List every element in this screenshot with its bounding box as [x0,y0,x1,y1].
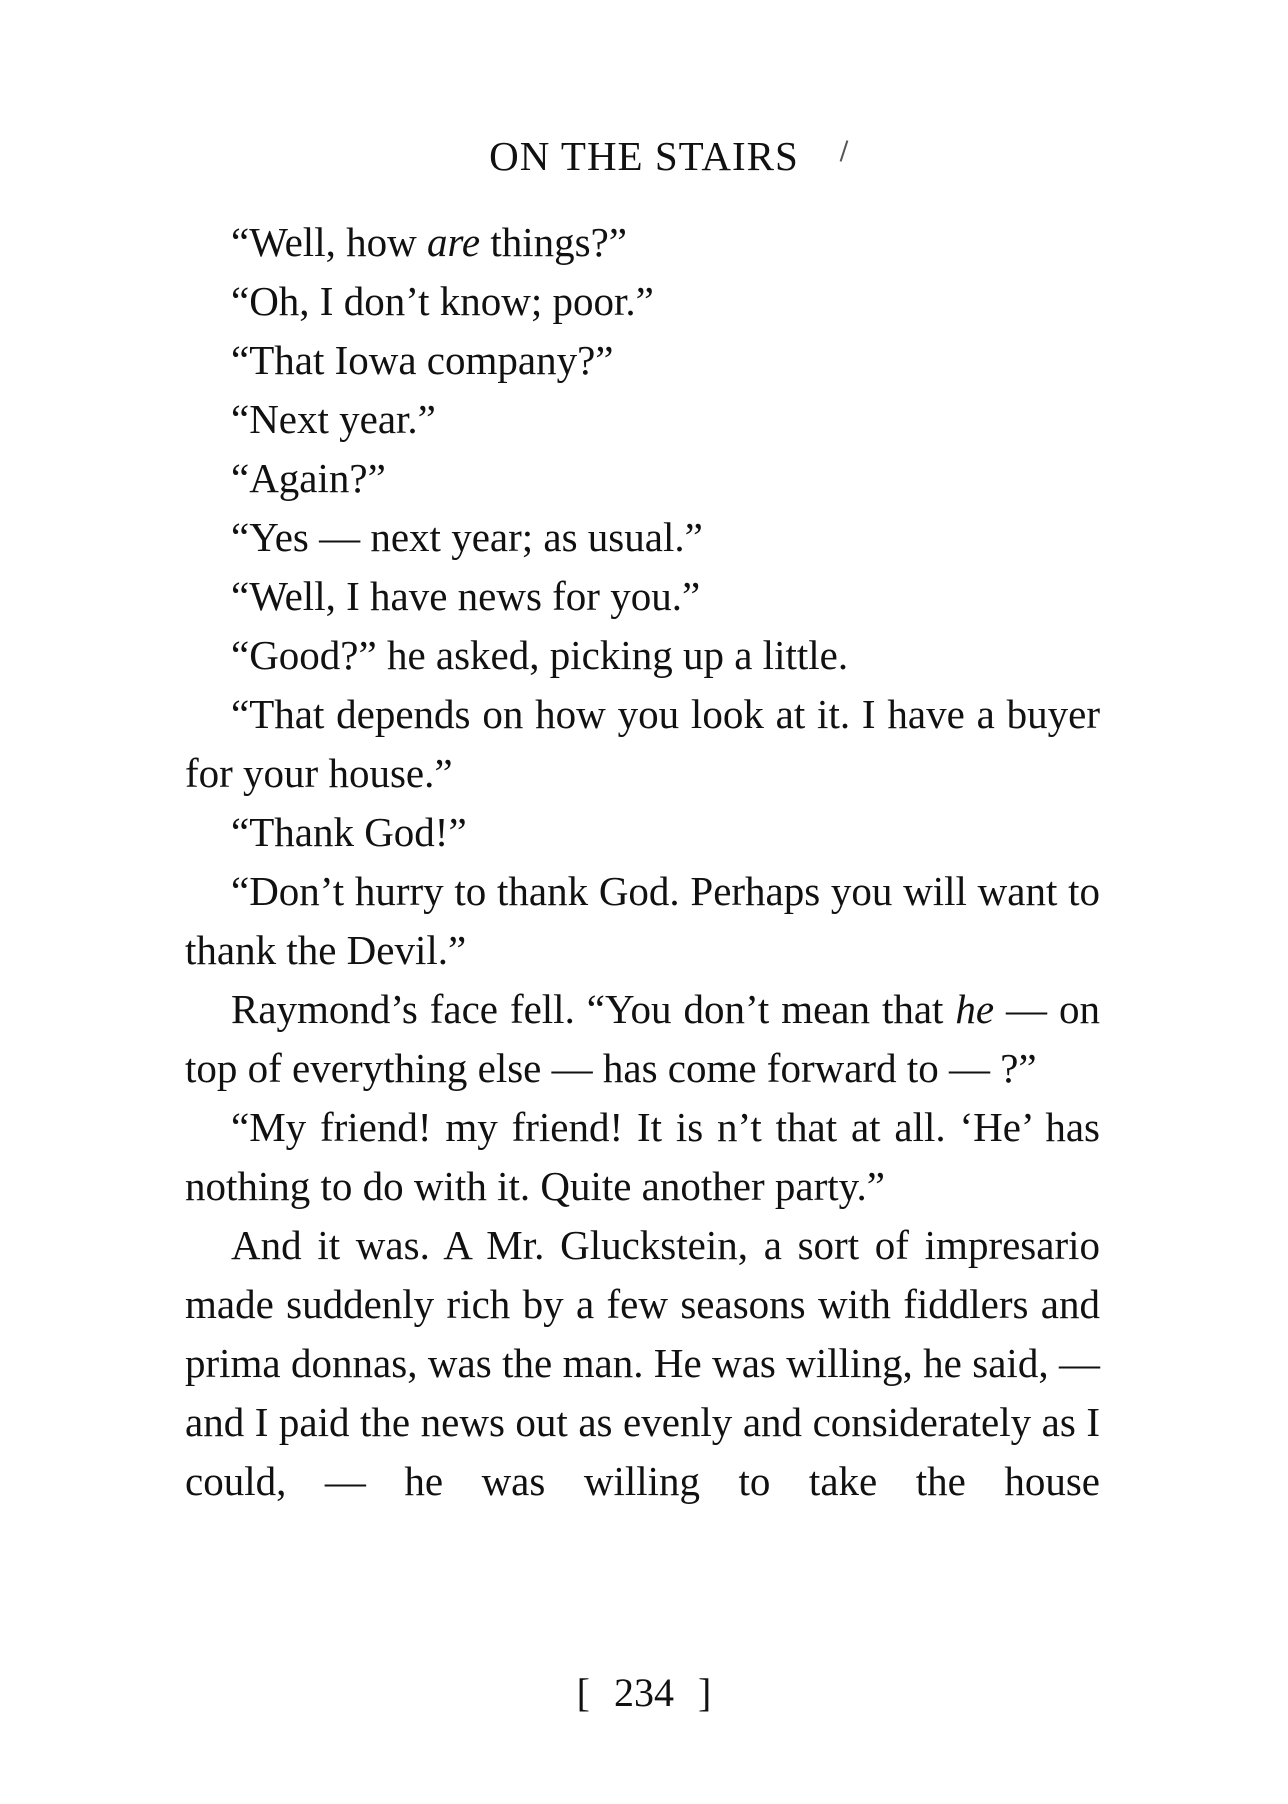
paragraph [185,685,1100,803]
italic-word: he [955,986,995,1032]
text-run: “My friend! my friend! It is n’t that at all. ‘He’ has nothing to do with it. Quite another party.” [185,1104,1100,1209]
italic-word: are [426,219,481,265]
text-run: “Thank God!” [231,809,467,855]
paragraph [185,980,1100,1098]
text-run: “Well, I have news for you.” [231,573,701,619]
paragraph [185,390,1100,449]
text-run: “Don’t hurry to thank God. Perhaps you will want to thank the Devil.” [185,868,1100,973]
text-run: “Next year.” [231,396,436,442]
paragraph [185,862,1100,980]
text-run: Raymond’s face fell. “You don’t mean that [231,986,956,1032]
running-head: ON THE STAIRS [489,133,799,179]
paragraph [185,508,1100,567]
paragraph [185,626,1100,685]
paragraph [185,1216,1100,1511]
paragraph [185,1098,1100,1216]
text-run: And it was. A Mr. Gluckstein, a sort of impresario made suddenly rich by a few seasons with fiddlers and prima donnas, was the man. He was willing, he said, — and I paid the news out as evenly and considerately as I could, — he was willing to take the house [185,1222,1100,1504]
text-run: “That depends on how you look at it. I have a buyer for your house.” [185,691,1100,796]
paragraph [185,567,1100,626]
paragraph [185,213,1100,272]
text-run: “Oh, I don’t know; poor.” [231,278,654,324]
body-text [185,213,1100,1511]
paragraph [185,331,1100,390]
text-run: “Well, how [231,219,427,265]
text-run: things?” [480,219,627,265]
text-run: “Good?” he asked, picking up a little. [231,632,849,678]
text-run: — on top of everything else — has come forward to — ?” [185,986,1101,1091]
paragraph [185,803,1100,862]
text-run: “That Iowa company?” [231,337,614,383]
text-run: “Yes — next year; as usual.” [231,514,703,560]
text-run: “Again?” [231,455,386,501]
paragraph [185,449,1100,508]
paragraph [185,272,1100,331]
page-number: [ 234 ] [576,1670,712,1715]
